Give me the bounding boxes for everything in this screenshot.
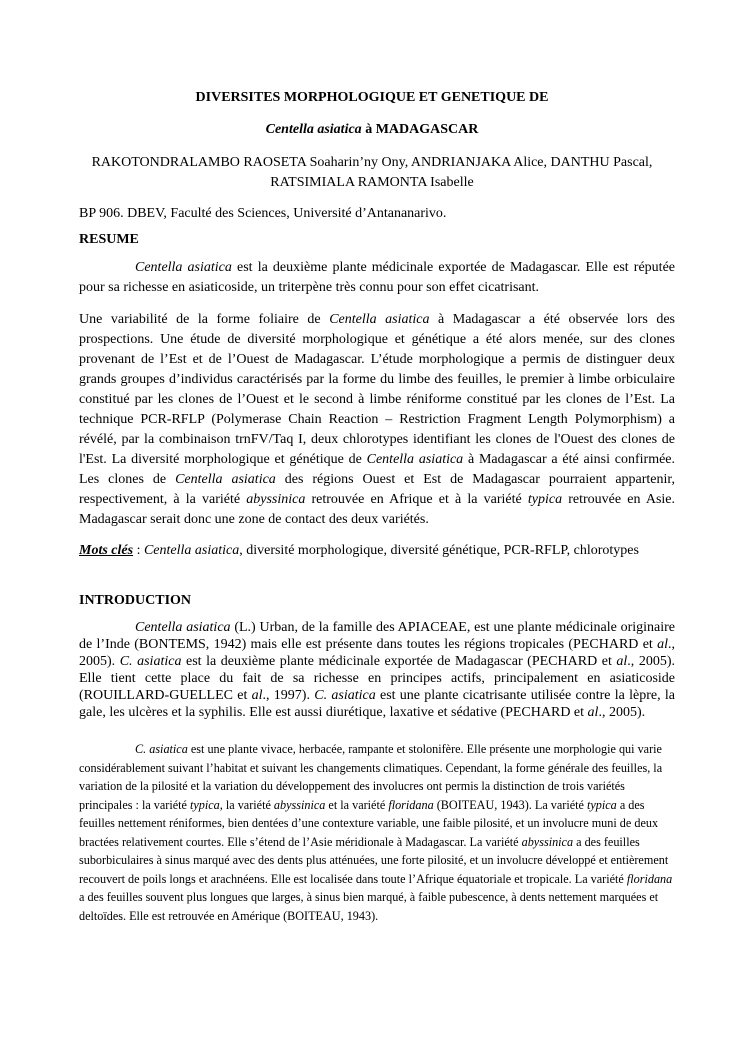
- paragraph-text: (L.) Urban, de la famille des APIACEAE, est une plante médicinale originaire de l’Inde (BONTEMS, 1942) mais elle est présente dans toutes les régions tropicales (PECHARD et: [79, 620, 676, 652]
- paragraph-text: a des feuilles suborbiculaires à sinus marqué avec des dents plus atténuées, une forte pilosité, et un involucre développé et entièrement recouvert de poils longs et arachnéens. Elle est localisée dans toute l’Afrique équatoriale et tropicale. La variété: [79, 834, 669, 886]
- species-name: C. asiatica: [314, 688, 376, 703]
- species-name: C. asiatica: [119, 654, 182, 669]
- species-name: Centella asiatica: [175, 472, 276, 487]
- section-heading-introduction: INTRODUCTION: [79, 593, 192, 608]
- paragraph-text: retrouvée en Asie. Madagascar serait donc une zone de contact des deux variétés.: [79, 492, 675, 527]
- paragraph-text: et la variété: [325, 797, 389, 812]
- paragraph-text: est la deuxième plante médicinale exportée de Madagascar. Elle est réputée pour sa richesse en asiaticoside, un triterpène très connu pour son effet cicatrisant.: [79, 260, 676, 295]
- species-name: Centella asiatica: [329, 312, 430, 327]
- keywords-separator: :: [133, 543, 144, 558]
- citation-al: al: [251, 688, 263, 703]
- species-name: C. asiatica: [135, 742, 188, 756]
- paragraph-text: à Madagascar a été ainsi confirmée. Les clones de: [79, 452, 676, 487]
- citation-al: al: [587, 705, 599, 720]
- keywords: [79, 541, 675, 561]
- introduction-paragraph-2: [79, 740, 675, 925]
- paragraph-text: ., 2005).: [598, 705, 646, 720]
- paragraph-text: retrouvée en Afrique et à la variété: [305, 492, 528, 507]
- paragraph-text: est la deuxième plante médicinale exportée de Madagascar (PECHARD et: [181, 654, 617, 669]
- paragraph-text: ., 1997).: [262, 688, 315, 703]
- paragraph-text: Une variabilité de la forme foliaire de: [79, 312, 330, 327]
- species-name: Centella asiatica: [135, 260, 232, 275]
- variety-name: typica: [527, 492, 563, 507]
- keywords-label: Mots clés: [79, 543, 134, 558]
- resume-paragraph-2: [79, 310, 675, 530]
- paragraph-text: est une plante cicatrisante utilisée contre la lèpre, la gale, les ulcères et la syphilis. Elle est aussi diurétique, laxative et sédative (PECHARD et: [79, 688, 676, 720]
- paper-title-line1: DIVERSITES MORPHOLOGIQUE ET GENETIQUE DE: [195, 90, 549, 105]
- affiliation: BP 906. DBEV, Faculté des Sciences, Université d’Antananarivo.: [79, 206, 447, 221]
- citation-al: al: [616, 654, 628, 669]
- title-suffix: à MADAGASCAR: [361, 122, 479, 137]
- paper-title-line2: [0, 122, 744, 138]
- species-name: Centella asiatica: [366, 452, 464, 467]
- variety-name: abyssinica: [246, 492, 306, 507]
- paragraph-text: à Madagascar a été observée lors des prospections. Une étude de diversité morphologique et génétique a été alors menée, sur des clones provenant de l’Est et de l’Ouest de Madagascar. L’étude morphologique a permis de distinguer deux grands groupes d’individus caractérisés par la forme du limbe des feuilles, le premier à limbe orbiculaire constitué par les clones de l’Ouest et le second à limbe réniforme constitué par les clones de l’Est. La technique PCR-RFLP (Polymerase Chain Reaction – Restriction Fragment Length Polymorphism) a révélé, par la combinaison trnFV/Taq I, deux chlorotypes identifiant les clones de l'Ouest des clones de l'Est. La diversité morphologique et génétique de: [79, 312, 675, 467]
- variety-name: typica: [587, 797, 617, 812]
- variety-name: abyssinica: [521, 834, 574, 849]
- keywords-list: , diversité morphologique, diversité génétique, PCR-RFLP, chlorotypes: [239, 543, 639, 558]
- variety-name: abyssinica: [273, 797, 326, 812]
- paragraph-text: ., 2005).: [79, 637, 675, 669]
- section-heading-resume: RESUME: [79, 232, 139, 247]
- variety-name: typica,: [190, 797, 223, 812]
- paragraph-text: des régions Ouest et Est de Madagascar pourraient appartenir, respectivement, à la variété: [79, 472, 676, 507]
- author-list: RAKOTONDRALAMBO RAOSETA Soaharin’ny Ony, ANDRIANJAKA Alice, DANTHU Pascal, RATSIMIALA RAMONTA Isabelle: [91, 155, 653, 190]
- paragraph-text: est une plante vivace, herbacée, rampante et stolonifère. Elle présente une morphologie qui varie considérablement suivant l’habitat et suivant les changements climatiques. Cependant, la forme générale des feuilles, la variation de la pilosité et la variation du développement des involucres ont permis la distinction de trois variétés principales : la variété: [79, 742, 663, 812]
- paragraph-text: a des feuilles nettement réniformes, bien dentées d’une contexture variable, une faible pilosité, et un involucre muni de deux bractées relativement courtes. Elle s’étend de l’Asie méridionale à Madagascar. La variété: [79, 797, 659, 849]
- species-name: Centella asiatica: [143, 543, 240, 558]
- species-name: Centella asiatica: [135, 620, 231, 635]
- resume-paragraph-1: [79, 258, 675, 298]
- title-species-name: Centella asiatica: [265, 122, 362, 137]
- paragraph-text: la variété: [222, 797, 274, 812]
- paragraph-text: ., 2005). Elle tient cette place du fait de sa richesse en principes actifs, principalement en asiaticoside (ROUILLARD-GUELLEC et: [79, 654, 675, 703]
- paragraph-text: a des feuilles souvent plus longues que larges, à sinus bien marqué, à faible pubescence, à dents nettement marquées et deltoïdes. Elle est retrouvée en Amérique (BOITEAU, 1943).: [79, 890, 659, 923]
- citation-al: al: [657, 637, 668, 652]
- variety-name: floridana: [626, 871, 673, 886]
- introduction-paragraph-1: [79, 619, 675, 721]
- paragraph-text: (BOITEAU, 1943). La variété: [433, 797, 587, 812]
- variety-name: floridana: [388, 797, 434, 812]
